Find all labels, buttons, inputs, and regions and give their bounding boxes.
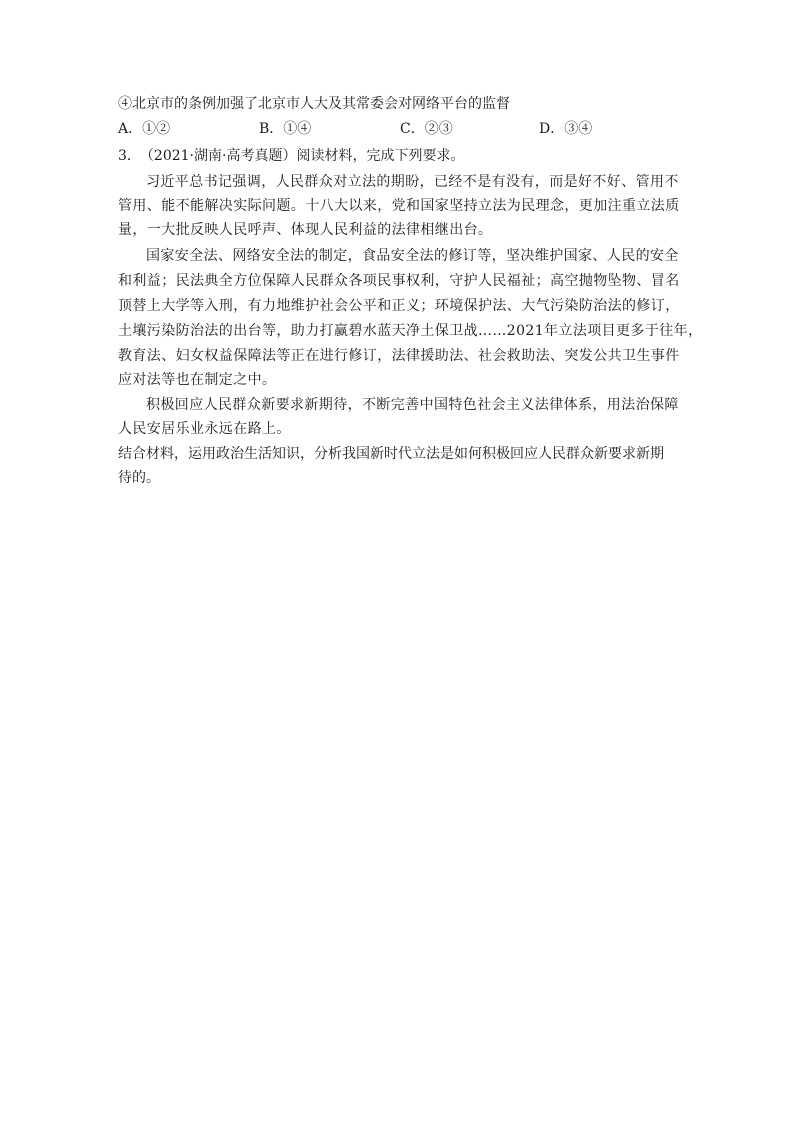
question-3-header: [118, 146, 464, 166]
material-line: 顶替上大学等入刑，有力地维护社会公平和正义；环境保护法、大气污染防治法的修订，: [118, 298, 680, 314]
answer-choices: [118, 118, 678, 140]
question-source: （2021·湖南·高考真题）: [146, 148, 297, 164]
task-line: 待的。: [118, 470, 160, 486]
material-line: 应对法等也在制定之中。: [118, 372, 277, 388]
choice-c: [400, 118, 453, 140]
material-line: 和利益；民法典全方位保障人民群众各项民事权利，守护人民福祉；高空抛物坠物、冒名: [118, 273, 680, 289]
material-line: 人民安居乐业永远在路上。: [118, 421, 291, 437]
material-line: 教育法、妇女权益保障法等正在进行修订，法律援助法、社会救助法、突发公共卫生事件: [118, 348, 680, 364]
question-instruction: 阅读材料，完成下列要求。: [296, 148, 465, 164]
choice-c-value: ②③: [424, 121, 453, 137]
choice-d-letter: D．: [539, 121, 565, 137]
choice-a-letter: A．: [118, 121, 143, 137]
choice-c-letter: C．: [400, 121, 425, 137]
choice-d-value: ③④: [564, 121, 593, 137]
choice-b-letter: B．: [259, 121, 284, 137]
task-line: 结合材料，运用政治生活知识，分析我国新时代立法是如何积极回应人民群众新要求新期: [118, 446, 664, 462]
material-line: 量，一大批反映人民呼声、体现人民利益的法律相继出台。: [118, 222, 493, 238]
choice-b: [259, 118, 311, 140]
material-line: 土壤污染防治法的出台等，助力打赢碧水蓝天净土保卫战……2021年立法项目更多于往年，: [118, 323, 703, 339]
choice-a-value: ①②: [142, 121, 171, 137]
material-line: 习近平总书记强调，人民群众对立法的期盼，已经不是有没有，而是好不好、管用不: [146, 174, 679, 190]
option-statement-4: ④北京市的条例加强了北京市人大及其常委会对网络平台的监督: [118, 96, 510, 112]
question-number: 3．: [118, 148, 141, 164]
choice-a: [118, 118, 170, 140]
choice-b-value: ①④: [283, 121, 312, 137]
choice-d: [539, 118, 592, 140]
material-line: 国家安全法、网络安全法的制定，食品安全法的修订等，坚决维护国家、人民的安全: [146, 248, 679, 264]
material-line: 管用、能不能解决实际问题。十八大以来，党和国家坚持立法为民理念，更加注重立法质: [118, 198, 680, 214]
material-line: 积极回应人民群众新要求新期待，不断完善中国特色社会主义法律体系，用法治保障: [146, 397, 679, 413]
